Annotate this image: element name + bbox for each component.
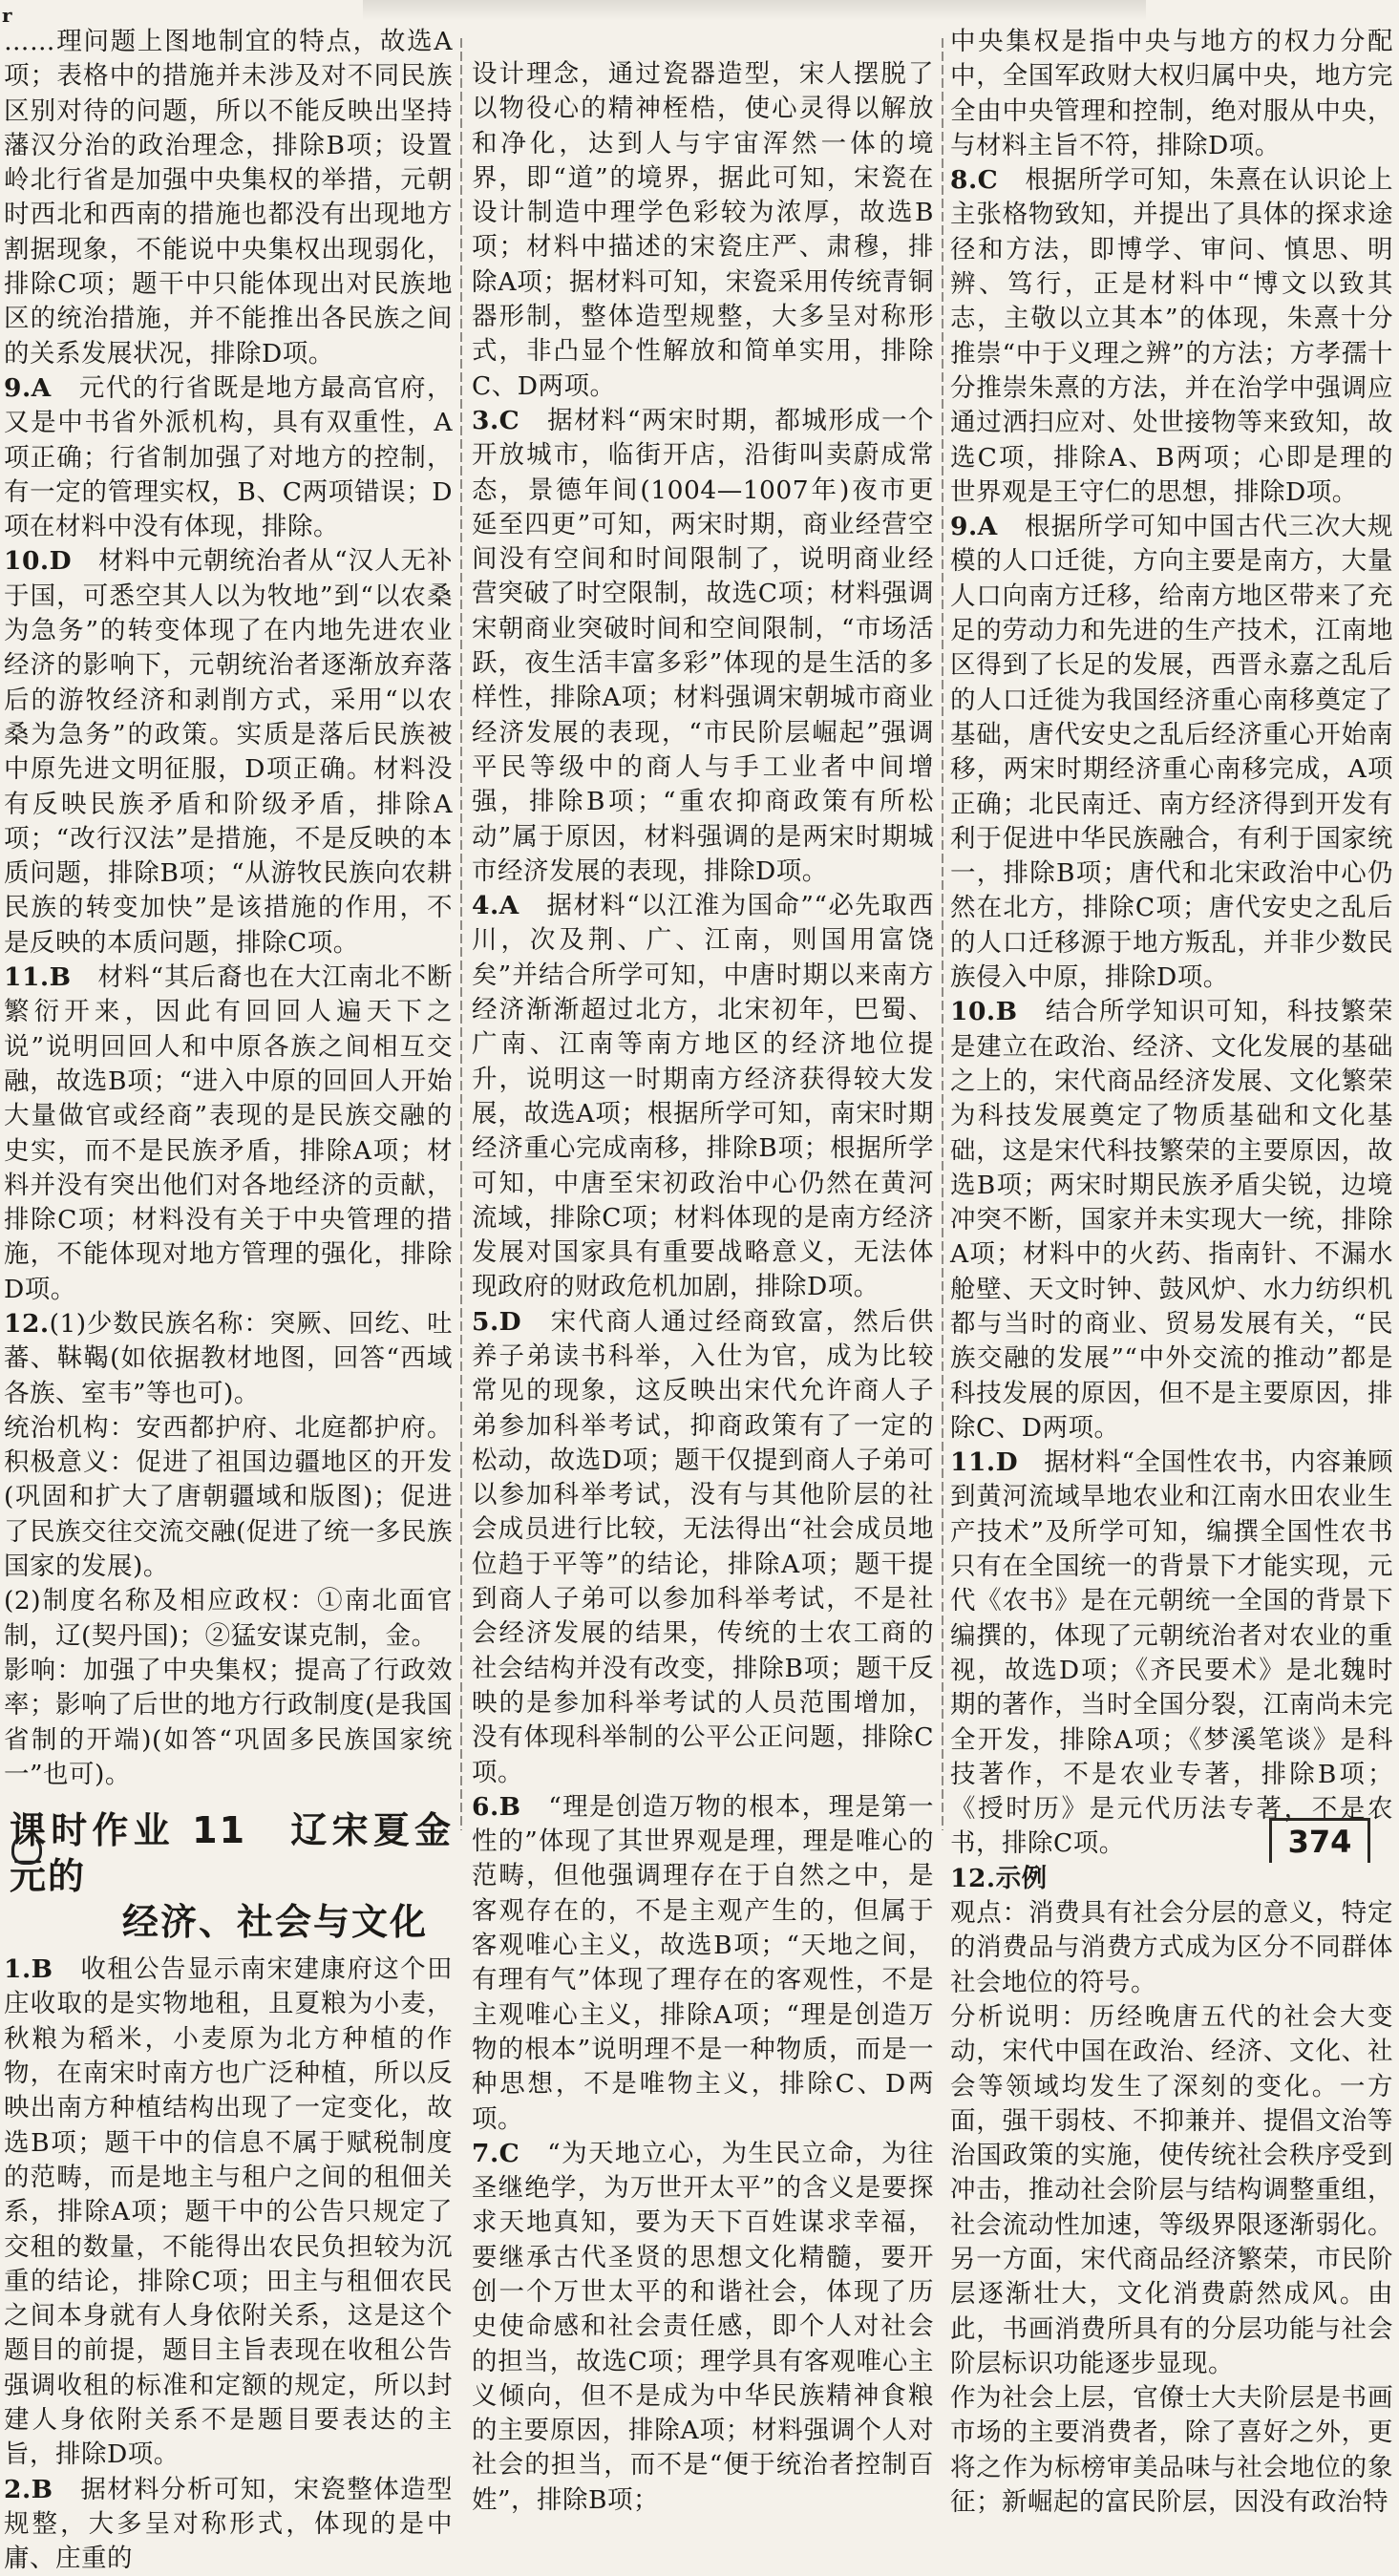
answer-number: 9.A [950, 512, 998, 542]
column-1 [4, 25, 454, 2574]
page-top-shadow [363, 0, 1146, 21]
answer-item-8 [950, 163, 1393, 510]
column-1-continuation: ……理问题上图地制宜的特点，故选A项；表格中的措施并未涉及对不同民族区别对待的问题，所以不能反映出坚持藩汉分治的政治理念，排除B项；设置岭北行省是加强中央集权的举措，元朝时西北和西南的措施也都没有出现地方割据现象，不能说中央集权出现弱化，排除C项；题干中只能体现出对民族地区的统治措施，并不能推出各民族之间的关系发展状况，排除D项。 [4, 27, 453, 369]
answer-item-11 [4, 961, 453, 1307]
answer-item-12 [950, 1862, 1393, 2521]
answer-text: 据材料“以江淮为国命”“必先取西川，次及荆、广、江南，则国用富饶矣”并结合所学可知，中唐时期以来南方经济渐渐超过北方，北宋初年，巴蜀、广南、江南等南方地区的经济地位提升，说明这一时期南方经济获得较大发展，故选A项；根据所学可知，南宋时期经济重心完成南移，排除B项；根据所学可知，中唐至宋初政治中心仍然在黄河流域，排除C项；材料体现的是南方经济发展对国家具有重要战略意义，无法体现政府的财政危机加剧，排除D项。 [472, 891, 934, 1302]
answer-number: 5.D [472, 1306, 522, 1337]
column-3-continuation: 中央集权是指中央与地方的权力分配中，全国军政财大权归属中央，地方完全由中央管理和控制，绝对服从中央，与材料主旨不符，排除D项。 [950, 27, 1393, 160]
answer-text: “理是创造万物的根本，理是第一性的”体现了其世界观是理，理是唯心的范畴，但他强调理存在于自然之中，是客观存在的，不是主观产生的，但属于客观唯心主义，故选B项；“天地之间，有理有气”体现了理存在的客观性，不是主观唯心主义，排除A项；“理是创造万物的根本”说明理不是一种物质，而是一种思想，不是唯物主义，排除C、D两项。 [472, 1791, 934, 2134]
column-divider [942, 38, 943, 1830]
answer-text: 据材料“全国性农书，内容兼顾到黄河流域旱地农业和江南水田农业生产技术”及所学可知，编撰全国性农书只有在全国统一的背景下才能实现，元代《农书》是在元朝统一全国的背景下编撰的，体现了元朝统治者对农业的重视，故选D项；《齐民要术》是北魏时期的著作，当时全国分裂，江南尚未完全开发，排除A项；《梦溪笔谈》是科技著作，不是农业专著，排除B项；《授时历》是元代历法专著，不是农书，排除C项。 [950, 1447, 1393, 1859]
lesson-answer-2 [4, 2473, 453, 2576]
answer-part-1: (1)少数民族名称：突厥、回纥、吐蕃、靺鞨(如依据教材地图，回答“西域各族、室韦”等也可)。 [4, 1308, 453, 1408]
answer-text: 元代的行省既是地方最高官府，又是中书省外派机构，具有双重性，A项正确；行省制加强了对地方的控制，有一定的管理实权，B、C两项错误；D项在材料中没有体现，排除。 [4, 372, 454, 542]
answer-number: 12. [950, 1863, 996, 1893]
answer-item-10 [4, 544, 453, 961]
answer-viewpoint: 观点：消费具有社会分层的意义，特定的消费品与消费方式成为区分不同群体社会地位的符号。 [950, 1898, 1393, 1997]
page-number: 374 [1269, 1818, 1370, 1863]
column-divider [460, 38, 462, 1830]
answer-text: 结合所学知识可知，科技繁荣是建立在政治、经济、文化发展的基础之上的，宋代商品经济发展、文化繁荣为科技发展奠定了物质基础和文化基础，这是宋代科技繁荣的主要原因，故选B项；两宋时期民族矛盾尖锐，边境冲突不断，国家并未实现大一统，排除A项；材料中的火药、指南针、不漏水舱壁、天文时钟、鼓风炉、水力纺织机都与当时的商业、贸易发展有关，“民族交融的发展”“中外交流的推动”都是科技发展的原因，但不是主要原因，排除C、D两项。 [950, 997, 1394, 1443]
lesson-title-line-2: 经济、社会与文化 [122, 1901, 429, 1944]
answer-text: “为天地立心，为生民立命，为往圣继绝学，为万世开太平”的含义是要探求天地真知，要为天下百姓谋求幸福，要继承古代圣贤的思想文化精髓，要开创一个万世太平的和谐社会，体现了历史使命感和社会责任感，即个人对社会的担当，故选C项；理学具有客观唯心主义倾向，但不是成为中华民族精神食粮的主要原因，排除A项；材料强调个人对社会的担当，而不是“便于统治者控制百姓”，排除B项； [472, 2138, 934, 2515]
answer-analysis: 分析说明：历经晚唐五代的社会大变动，宋代中国在政治、经济、文化、社会等领域均发生了深刻的变化。一方面，强干弱枝、不抑兼并、提倡文治等治国政策的实施，使传统社会秩序受到冲击，推动社会阶层与结构调整重组，社会流动性加速，等级界限逐渐弱化。另一方面，宋代商品经济繁荣，市民阶层逐渐壮大，文化消费蔚然成风。由此，书画消费所具有的分层功能与社会阶层标识功能逐步显现。 [950, 2001, 1393, 2378]
answer-number: 8.C [950, 165, 999, 196]
column-2-continuation: 设计理念，通过瓷器造型，宋人摆脱了以物役心的精神桎梏，使心灵得以解放和净化，达到人与宇宙浑然一体的境界，即“道”的境界，据此可知，宋瓷在设计制造中理学色彩较为浓厚，故选B项；材料中描述的宋瓷庄严、肃穆，排除A项；据材料可知，宋瓷采用传统青铜器形制，整体造型规整，大多呈对称形式，非凸显个性解放和简单实用，排除C、D两项。 [472, 59, 934, 401]
answer-number: 12. [4, 1308, 50, 1339]
answer-part-4: 影响：加强了中央集权；提高了行政效率；影响了后世的地方行政制度(是我国省制的开端)(如答“巩固多民族国家统一”也可)。 [4, 1655, 453, 1789]
answer-text: 据材料“两宋时期，都城形成一个开放城市，临街开店，沿街叫卖蔚成常态，景德年间(1004—1007年)夜市更延至四更”可知，两宋时期，商业经营空间没有空间和时间限制了，说明商业经营突破了时空限制，故选C项；材料强调宋朝商业突破时间和空间限制，“市场活跃，夜生活丰富多彩”体现的是生活的多样性，排除A项；材料强调宋朝城市商业经济发展的表现，“市民阶层崛起”强调平民等级中的商人与手工业者中间增强，排除B项；“重农抑商政策有所松动”属于原因，材料强调的是两宋时期城市经济发展的表现，排除D项。 [472, 405, 934, 886]
answer-text: 宋代商人通过经商致富，然后供养子弟读书科举，入仕为官，成为比较常见的现象，这反映出宋代允许商人子弟参加科举考试，抑商政策有了一定的松动，故选D项；题干仅提到商人子弟可以参加科举考试，没有与其他阶层的社会成员进行比较，无法得出“社会成员地位趋于平等”的结论，排除A项；题干提到商人子弟可以参加科举考试，不是社会经济发展的结果，传统的士农工商的社会结构并没有改变，排除B项；题干反映的是参加科举考试的人员范围增加，没有体现科举制的公平公正问题，排除C项。 [472, 1306, 935, 1787]
footer-corner-icon [11, 1834, 42, 1865]
answer-number: 10.B [950, 997, 1018, 1027]
answer-text: 收租公告显示南宋建康府这个田庄收取的是实物地租，且夏粮为小麦，秋粮为稻米，小麦原为北方种植的作物，在南宋时南方也广泛种植，所以反映出南方种植结构出现了一定变化，故选B项；题干中的信息不属于赋税制度的范畴，而是地主与租户之间的租佃关系，排除A项；题干中的公告只规定了交租的数量，不能得出农民负担较为沉重的结论，排除C项；田主与租佃农民之间本身就有人身依附关系，这是这个题目的前提，题目主旨表现在收租公告强调收租的标准和定额的规定，所以封建人身依附关系不是题目要表达的主旨，排除D项。 [4, 1954, 454, 2470]
answer-item-9 [4, 371, 453, 544]
answer-number: 11.B [4, 962, 72, 993]
answer-text: 材料“其后裔也在大江南北不断繁衍开来，因此有回回人遍天下之说”说明回回人和中原各族之间相互交融，故选B项；“进入中原的回回人开始大量做官或经商”表现的是民族交融的史实，而不是民族矛盾，排除A项；材料并没有突出他们对各地经济的贡献，排除C项；材料没有关于中央管理的措施，不能体现对地方管理的强化，排除D项。 [4, 962, 453, 1304]
answer-item-12 [4, 1307, 453, 1792]
answer-item-7 [472, 2137, 934, 2518]
lesson-answer-1 [4, 1953, 453, 2472]
column-2 [472, 57, 935, 2515]
answer-label: 示例 [995, 1863, 1048, 1893]
answer-continuation: 作为社会上层，官僚士大夫阶层是书画市场的主要消费者，除了喜好之外，更将之作为标榜审美品味与社会地位的象征；新崛起的富民阶层，因没有政治特 [950, 2383, 1393, 2518]
answer-item-9 [950, 510, 1393, 995]
corner-mark: r [2, 4, 12, 27]
lesson-title-line-1: 课时作业 11 辽宋夏金元的 [10, 1809, 453, 1898]
answer-text: 据材料分析可知，宋瓷整体造型规整，大多呈对称形式，体现的是中庸、庄重的 [4, 2474, 454, 2574]
answer-item-4 [472, 889, 934, 1305]
answer-part-3: (2)制度名称及相应政权：①南北面官制，辽(契丹国)；②猛安谋克制，金。 [4, 1586, 453, 1651]
answer-number: 4.A [472, 891, 519, 921]
answer-number: 11.D [950, 1447, 1019, 1478]
answer-part-2: 统治机构：安西都护府、北庭都护府。积极意义：促进了祖国边疆地区的开发(巩固和扩大了唐朝疆域和版图)；促进了民族交往交流交融(促进了统一多民族国家的发展)。 [4, 1412, 453, 1582]
answer-text: 根据所学可知，朱熹在认识论上主张格物致知，并提出了具体的探求途径和方法，即博学、审问、慎思、明辨、笃行，正是材料中“博文以致其志，主敬以立其本”的体现，朱熹十分推崇“中于义理之辨”的方法；方孝孺十分推崇朱熹的方法，并在治学中强调应通过洒扫应对、处世接物等来致知，故选C项，排除A、B两项；心即是理的世界观是王守仁的思想，排除D项。 [950, 165, 1394, 507]
answer-text: 根据所学可知中国古代三次大规模的人口迁徙，方向主要是南方，大量人口向南方迁移，给南方地区带来了充足的劳动力和先进的生产技术，江南地区得到了长足的发展，西晋永嘉之乱后的人口迁徙为我国经济重心南移奠定了基础，唐代安史之乱后经济重心开始南移，两宋时期经济重心南移完成，A项正确；北民南迁、南方经济得到开发有利于促进中华民族融合，有利于国家统一，排除B项；唐代和北宋政治中心仍然在北方，排除C项；唐代安史之乱后的人口迁移源于地方叛乱，并非少数民族侵入中原，排除D项。 [950, 512, 1394, 993]
answer-number: 10.D [4, 546, 73, 577]
answer-text: 材料中元朝统治者从“汉人无补于国，可悉空其人以为牧地”到“以农桑为急务”的转变体现了在内地先进农业经济的影响下，元朝统治者逐渐放弃落后的游牧经济和剥削方式，采用“以农桑为急务”的政策。实质是落后民族被中原先进文明征服，D项正确。材料没有反映民族矛盾和阶级矛盾，排除A项；“改行汉法”是措施，不是反映的本质问题，排除B项；“从游牧民族向农耕民族的转变加快”是该措施的作用，不是反映的本质问题，排除C项。 [4, 546, 453, 958]
answer-item-3 [472, 404, 934, 889]
answer-number: 6.B [472, 1791, 521, 1822]
answer-item-10 [950, 995, 1393, 1446]
answer-number: 7.C [472, 2138, 520, 2168]
answer-number: 3.C [472, 405, 520, 435]
answer-item-11 [950, 1446, 1393, 1862]
answer-number: 2.B [4, 2474, 53, 2504]
answer-number: 9.A [4, 372, 52, 403]
answer-item-5 [472, 1305, 934, 1790]
lesson-title [10, 1807, 453, 1945]
answer-item-6 [472, 1790, 934, 2137]
answer-number: 1.B [4, 1954, 53, 1985]
